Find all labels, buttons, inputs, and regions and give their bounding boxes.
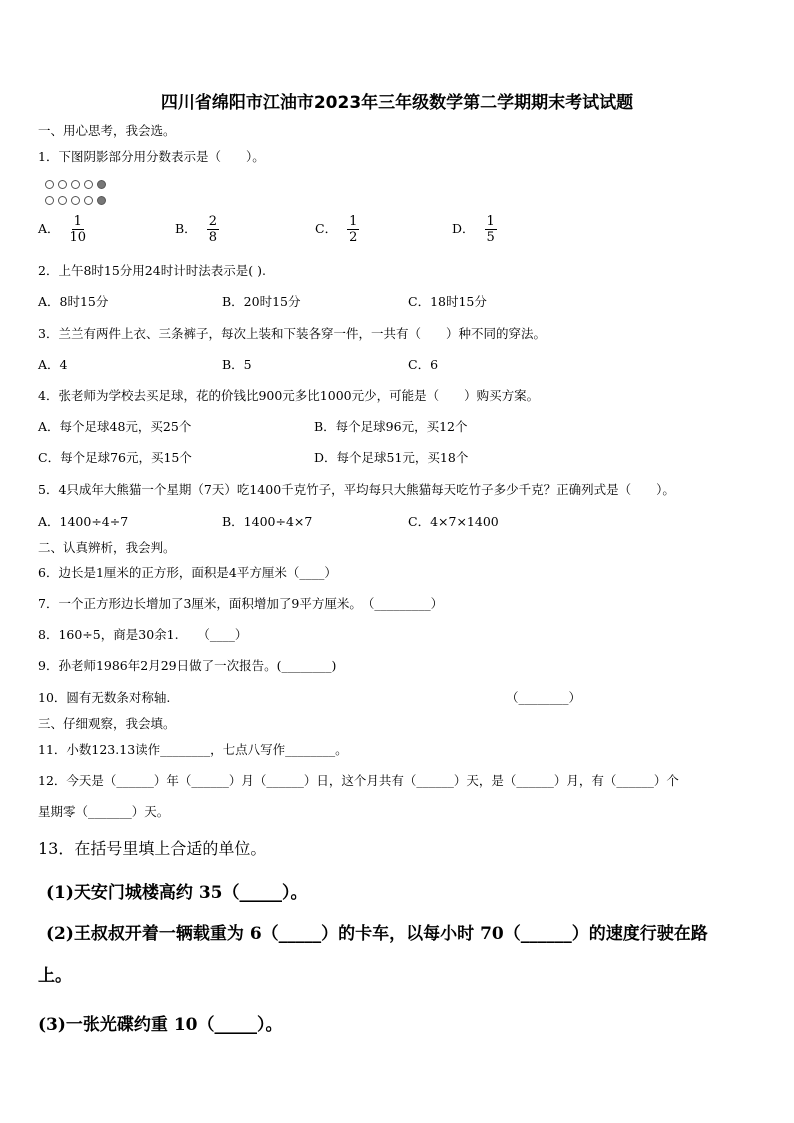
unshaded-circle [45, 196, 54, 205]
question-2-option-b[interactable]: B．20时15分 [222, 294, 301, 309]
page-title: 四川省绵阳市江油市2023年三年级数学第二学期期末考试试题 [160, 93, 634, 113]
question-1-option-b[interactable] [175, 214, 219, 245]
question-1-option-c[interactable] [315, 214, 359, 245]
option-c-label: C． [315, 221, 338, 236]
fraction-d: $\frac{1}{5}$ [486, 214, 495, 245]
question-3-option-c[interactable]: C．6 [408, 357, 439, 372]
unshaded-circle [58, 196, 67, 205]
question-5-option-c[interactable]: C．4×7×1400 [408, 514, 499, 529]
shaded-circle [97, 196, 106, 205]
fraction-c: $\frac{1}{2}$ [349, 214, 358, 245]
question-2-option-a[interactable]: A．8时15分 [38, 294, 109, 309]
question-4-text: 4．张老师为学校去买足球，花的价钱比900元多比1000元少，可能是（ ）购买方案。 [38, 388, 540, 403]
question-8-text: 8．160÷5，商是30余1. （____） [38, 627, 248, 642]
question-10-answer-blank[interactable]: （________） [506, 690, 582, 705]
option-a-label: A． [38, 221, 60, 236]
shaded-circles-row-2 [45, 196, 106, 205]
section-2-heading: 二、认真辨析，我会判。 [38, 540, 176, 555]
question-5-option-a[interactable]: A．1400÷4÷7 [38, 514, 129, 529]
question-6-text: 6．边长是1厘米的正方形，面积是4平方厘米（____） [38, 565, 337, 580]
question-2-option-c[interactable]: C．18时15分 [408, 294, 487, 309]
fraction-a: $\frac{1}{10}$ [69, 214, 87, 245]
shaded-circles-row-1 [45, 180, 106, 189]
question-10-text: 10．圆有无数条对称轴. [38, 690, 171, 705]
question-4-option-c[interactable]: C．每个足球76元，买15个 [38, 450, 192, 465]
unshaded-circle [58, 180, 67, 189]
question-7-text: 7．一个正方形边长增加了3厘米，面积增加了9平方厘米。 （_________） [38, 596, 444, 611]
unshaded-circle [71, 196, 80, 205]
unshaded-circle [45, 180, 54, 189]
unshaded-circle [84, 180, 93, 189]
question-1-option-a[interactable] [38, 214, 86, 245]
question-2-text: 2．上午8时15分用24时计时法表示是( ). [38, 263, 266, 278]
section-1-heading: 一、用心思考，我会选。 [38, 123, 176, 138]
question-13-part-1: (1)天安门城楼高约 35（_____）。 [46, 883, 308, 903]
question-4-option-b[interactable]: B．每个足球96元，买12个 [314, 419, 468, 434]
question-1-option-d[interactable] [452, 214, 497, 245]
question-13-part-3: (3)一张光碟约重 10（_____）。 [38, 1015, 283, 1035]
question-12-line-2: 星期零（_______）天。 [38, 804, 170, 819]
shaded-circle [97, 180, 106, 189]
section-3-heading: 三、仔细观察，我会填。 [38, 716, 176, 731]
option-d-label: D． [452, 221, 475, 236]
question-11-text: 11．小数123.13读作________，七点八写作________。 [38, 742, 348, 757]
unshaded-circle [84, 196, 93, 205]
fraction-b: $\frac{2}{8}$ [208, 214, 217, 245]
question-13-part-2-line-1: (2)王叔叔开着一辆载重为 6（_____）的卡车，以每小时 70（______）的速度行驶在路 [46, 924, 708, 944]
option-b-label: B． [175, 221, 197, 236]
question-13-part-2-line-2: 上。 [38, 966, 72, 986]
question-3-text: 3．兰兰有两件上衣、三条裤子，每次上装和下装各穿一件，一共有（ ）种不同的穿法。 [38, 326, 546, 341]
question-3-option-a[interactable]: A．4 [38, 357, 68, 372]
question-4-option-a[interactable]: A．每个足球48元，买25个 [38, 419, 192, 434]
unshaded-circle [71, 180, 80, 189]
question-4-option-d[interactable]: D．每个足球51元，买18个 [314, 450, 469, 465]
question-13-text: 13．在括号里填上合适的单位。 [38, 839, 267, 858]
question-9-text: 9．孙老师1986年2月29日做了一次报告。(________) [38, 658, 337, 673]
question-3-option-b[interactable]: B．5 [222, 357, 252, 372]
question-5-text: 5．4只成年大熊猫一个星期（7天）吃1400千克竹子，平均每只大熊猫每天吃竹子多少千克？正确列式是（ ）。 [38, 482, 675, 497]
question-5-option-b[interactable]: B．1400÷4×7 [222, 514, 313, 529]
question-12-line-1: 12．今天是（______）年（______）月（______）日，这个月共有（______）天，是（______）月，有（______）个 [38, 773, 679, 788]
question-1-text: 1．下图阴影部分用分数表示是（ ）。 [38, 149, 265, 164]
